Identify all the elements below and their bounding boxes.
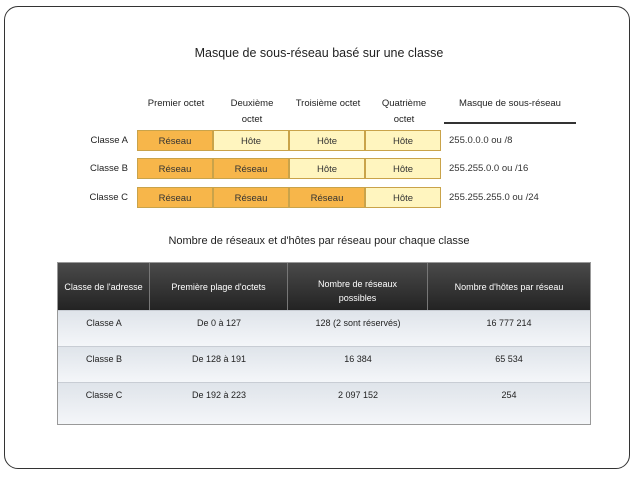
table-row (58, 382, 590, 424)
row-b-networks: 16 384 (344, 354, 372, 364)
class-c-octet-1: Réseau (137, 187, 213, 208)
octet-header-2 (213, 96, 291, 128)
mask-header-underline (444, 122, 576, 124)
row-b-hosts: 65 534 (495, 354, 523, 364)
class-summary-table (57, 262, 591, 425)
octet-header-4-line2: octet (393, 114, 415, 125)
row-a-networks: 128 (2 sont réservés) (315, 318, 401, 328)
header-network-count (288, 263, 428, 310)
table-row (58, 310, 590, 346)
class-b-mask: 255.255.0.0 ou /16 (449, 163, 529, 174)
header-host-count (428, 263, 590, 310)
class-a-mask: 255.0.0.0 ou /8 (449, 135, 513, 146)
class-b-octet-2: Réseau (213, 158, 289, 179)
header-address-class-label: Classe de l'adresse (64, 281, 143, 292)
octet-header-1 (137, 96, 215, 112)
octet-header-2-line2: octet (241, 114, 263, 125)
octet-header-3-line1: Troisième octet (295, 98, 361, 109)
row-c-range: De 192 à 223 (191, 390, 247, 400)
header-octet-range-label: Première plage d'octets (171, 281, 266, 292)
class-b-label: Classe B (89, 163, 128, 174)
octet-header-1-line1: Premier octet (147, 98, 205, 109)
row-c-class: Classe C (85, 390, 123, 400)
octet-header-4-line1: Quatrième (381, 98, 427, 109)
class-a-octet-3: Hôte (289, 130, 365, 151)
row-a-hosts: 16 777 214 (486, 318, 532, 328)
row-c-hosts: 254 (501, 390, 517, 400)
class-b-octet-1: Réseau (137, 158, 213, 179)
octet-header-2-line1: Deuxième (230, 98, 274, 109)
class-c-mask: 255.255.255.0 ou /24 (449, 192, 539, 203)
octet-header-4 (365, 96, 443, 128)
header-octet-range (150, 263, 288, 310)
row-c-networks: 2 097 152 (337, 390, 379, 400)
table-header (58, 263, 590, 310)
class-c-octet-2: Réseau (213, 187, 289, 208)
class-a-label: Classe A (90, 135, 128, 146)
class-a-octet-2: Hôte (213, 130, 289, 151)
row-a-class: Classe A (86, 318, 122, 328)
row-b-range: De 128 à 191 (191, 354, 247, 364)
row-a-range: De 0 à 127 (196, 318, 242, 328)
class-c-octet-3: Réseau (289, 187, 365, 208)
row-b-class: Classe B (85, 354, 122, 364)
class-c-label: Classe C (89, 192, 128, 203)
header-network-count-line1: Nombre de réseaux (317, 278, 398, 289)
mask-header: Masque de sous-réseau (459, 98, 561, 109)
class-b-octet-3: Hôte (289, 158, 365, 179)
table-title: Nombre de réseaux et d'hôtes par réseau pour chaque classe (168, 235, 470, 247)
table-row (58, 346, 590, 382)
class-b-octet-4: Hôte (365, 158, 441, 179)
class-a-octet-1: Réseau (137, 130, 213, 151)
header-address-class (58, 263, 150, 310)
header-host-count-label: Nombre d'hôtes par réseau (454, 281, 564, 292)
subnet-mask-title: Masque de sous-réseau basé sur une classe (194, 46, 444, 60)
class-a-octet-4: Hôte (365, 130, 441, 151)
octet-header-3 (289, 96, 367, 112)
header-network-count-line2: possibles (338, 292, 377, 303)
class-c-octet-4: Hôte (365, 187, 441, 208)
